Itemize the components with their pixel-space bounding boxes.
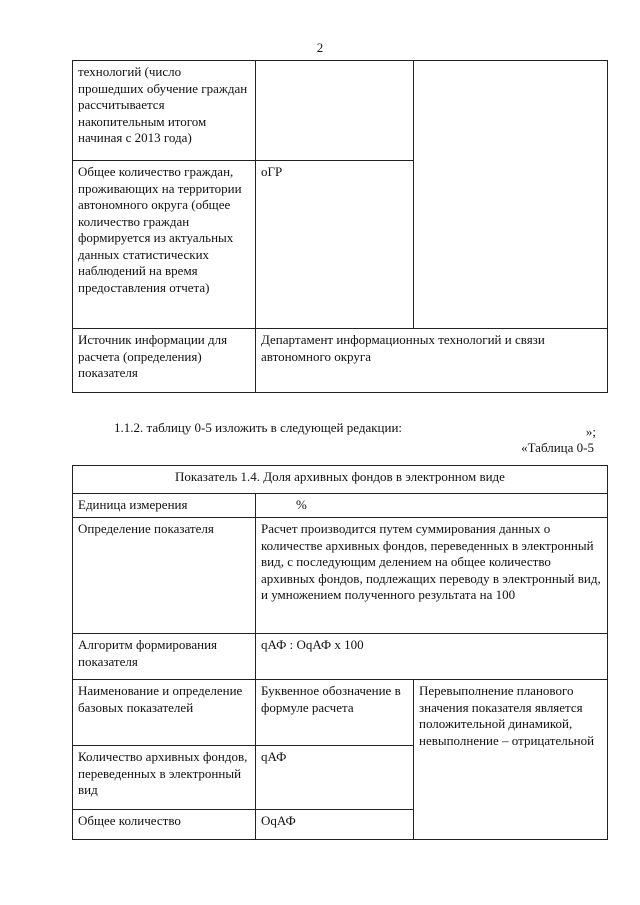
table-row xyxy=(73,466,608,494)
table-row xyxy=(73,494,608,518)
row-extra-empty xyxy=(414,61,608,329)
definition-label: Определение показателя xyxy=(73,518,256,634)
indicator-table-continued xyxy=(72,60,608,393)
base-indicator-symbol: ОqАФ xyxy=(256,810,414,840)
unit-label: Единица измерения xyxy=(73,494,256,518)
base-indicator-label: Количество архивных фондов, переведенных в электронный вид xyxy=(73,746,256,810)
base-indicators-header: Наименование и определение базовых показателей xyxy=(73,680,256,746)
indicator-title: Показатель 1.4. Доля архивных фондов в электронном виде xyxy=(73,466,608,494)
base-indicator-symbol: qАФ xyxy=(256,746,414,810)
unit-value: % xyxy=(256,494,608,518)
row-label-info-source: Источник информации для расчета (определения) показателя xyxy=(73,329,256,393)
closing-quote: »; xyxy=(585,424,596,439)
row-label-technologies: технологий (число прошедших обучение граждан рассчитывается накопительным итогом начиная с 2013 года) xyxy=(73,61,256,161)
row-value-empty xyxy=(256,61,414,161)
page-number: 2 xyxy=(316,40,324,55)
row-label-total-citizens: Общее количество граждан, проживающих на территории автономного округа (общее количество граждан формируется из актуальных данных статистических наблюдений на время предоставления отчета) xyxy=(73,161,256,329)
algorithm-label: Алгоритм формирования показателя xyxy=(73,634,256,680)
table-row xyxy=(73,680,608,746)
symbol-header: Буквенное обозначение в формуле расчета xyxy=(256,680,414,746)
definition-value: Расчет производится путем суммирования данных о количестве архивных фондов, переведенных в электронный вид, с последующим делением на общее количество архивных фондов, подлежащих переводу в электронный вид, и умножением полученного результата на 100 xyxy=(256,518,608,634)
instruction-text: 1.1.2. таблицу 0-5 изложить в следующей редакции: xyxy=(114,420,403,435)
row-value-department: Департамент информационных технологий и связи автономного округа xyxy=(256,329,608,393)
table-row xyxy=(73,518,608,634)
table-row xyxy=(73,329,608,393)
algorithm-value: qАФ : ОqАФ х 100 xyxy=(256,634,608,680)
row-value-ogr: оГР xyxy=(256,161,414,329)
table-label: «Таблица 0-5 xyxy=(521,440,594,455)
base-indicator-label: Общее количество xyxy=(73,810,256,840)
indicator-table xyxy=(72,465,608,840)
table-row xyxy=(73,61,608,161)
table-row xyxy=(73,634,608,680)
dynamics-note: Перевыполнение планового значения показателя является положительной динамикой, невыполнение – отрицательной xyxy=(414,680,608,840)
